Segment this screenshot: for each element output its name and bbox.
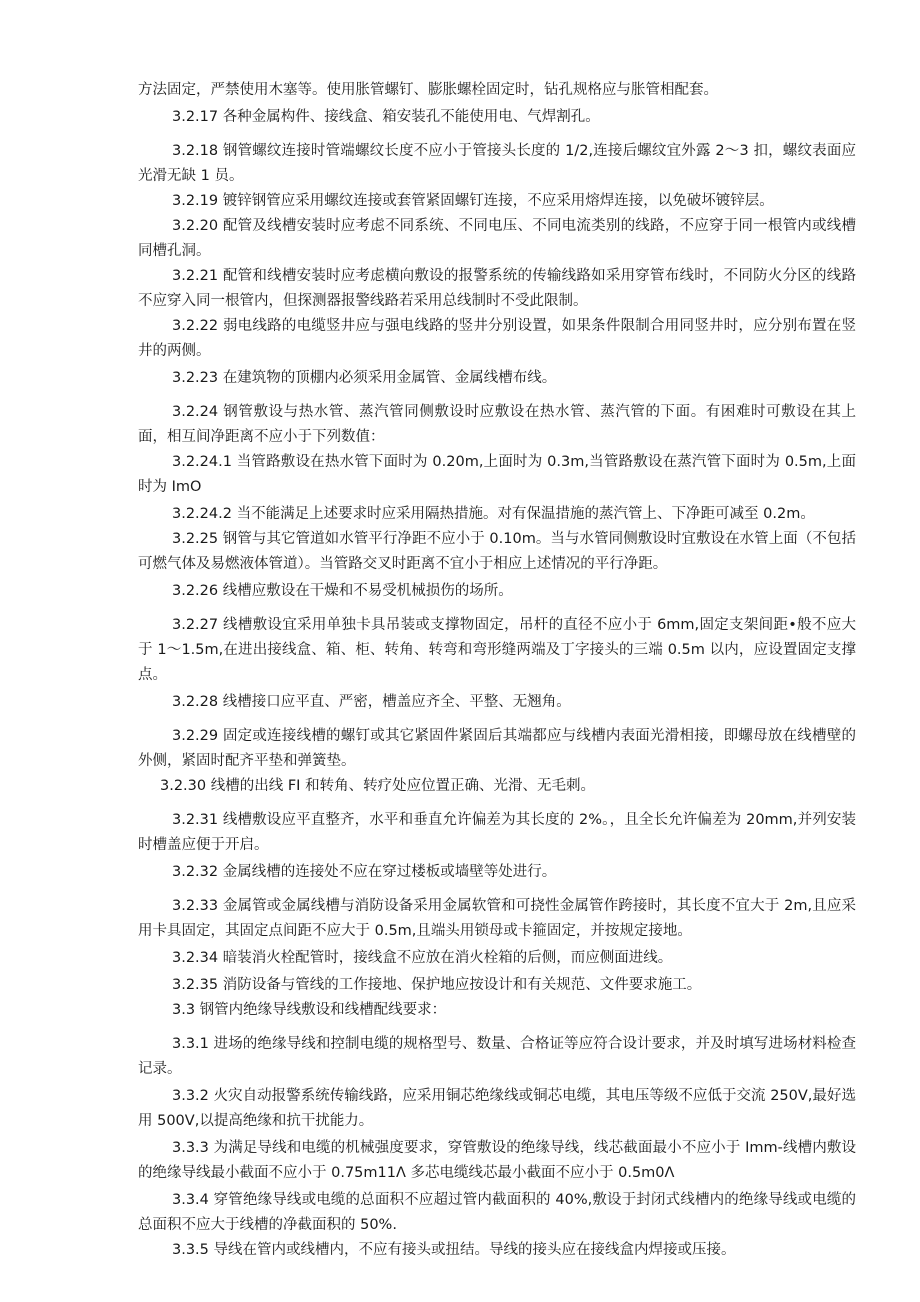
paragraph-3-2-21: 3.2.21 配管和线槽安装时应考虑横向敷设的报警系统的传输线路如采用穿管布线时，不同防火分区的线路不应穿入同一根管内，但探测器报警线路若采用总线制时不受此限制。 (138, 268, 856, 309)
document-page (138, 78, 856, 1263)
paragraph-3-2-24-1: 3.2.24.1 当管路敷设在热水管下面时为 0.20m,上面时为 0.3m,当管路敷设在蒸汽管下面时为 0.5m,上面时为 ImO (138, 454, 856, 495)
paragraph-3-2-27: 3.2.27 线槽敷设宜采用单独卡具吊装或支撑物固定，吊杆的直径不应小于 6mm,固定支架间距•般不应大于 1～1.5m,在进出接线盒、箱、柜、转角、转弯和弯形缝两端及丁字接头的三端 0.5m 以内，应设置固定支撑点。 (138, 617, 856, 683)
paragraph-3-2-18: 3.2.18 钢管螺纹连接时管端螺纹长度不应小于管接头长度的 1/2,连接后螺纹宜外露 2～3 扣，螺纹表面应光滑无缺 1 员。 (138, 143, 856, 184)
paragraph-3-2-19: 3.2.19 镀锌钢管应采用螺纹连接或套管紧固螺钉连接，不应采用熔焊连接，以免破坏镀锌层。 (172, 193, 774, 209)
paragraph-3-2-28: 3.2.28 线槽接口应平直、严密，槽盖应齐全、平整、无翘角。 (172, 694, 571, 710)
paragraph-3-2-32: 3.2.32 金属线槽的连接处不应在穿过楼板或墙壁等处进行。 (172, 864, 557, 880)
paragraph-3-2-25: 3.2.25 钢管与其它管道如水管平行净距不应小于 0.10m。当与水管同侧敷设时宜敷设在水管上面（不包括可燃气体及易燃液体管道）。当管路交叉时距离不宜小于相应上述情况的平行净距。 (138, 531, 856, 572)
paragraph-3-2-31: 3.2.31 线槽敷设应平直整齐，水平和垂直允许偏差为其长度的 2%。，且全长允许偏差为 20mm,并列安装时槽盖应便于开启。 (138, 812, 856, 853)
paragraph-3-2-34: 3.2.34 暗装消火栓配管时，接线盒不应放在消火栓箱的后侧，而应侧面进线。 (172, 950, 673, 966)
paragraph-3-2-17: 3.2.17 各种金属构件、接线盒、箱安装孔不能使用电、气焊割孔。 (172, 109, 600, 125)
paragraph-3-2-24: 3.2.24 钢管敷设与热水管、蒸汽管同侧敷设时应敷设在热水管、蒸汽管的下面。有困难时可敷设在其上面，相互间净距离不应小于下列数值： (138, 404, 856, 445)
paragraph-3-2-29: 3.2.29 固定或连接线槽的螺钉或其它紧固件紧固后其端都应与线槽内表面光滑相接，即螺母放在线槽壁的外侧，紧固时配齐平垫和弹簧垫。 (138, 728, 856, 769)
paragraph-3-2-35: 3.2.35 消防设备与管线的工作接地、保护地应按设计和有关规范、文件要求施工。 (172, 977, 702, 993)
paragraph-3-2-33: 3.2.33 金属管或金属线槽与消防设备采用金属软管和可挠性金属管作跨接时，其长度不宜大于 2m,且应采用卡具固定，其固定点间距不应大于 0.5m,且端头用锁母或卡箍固定，并按规定接地。 (138, 898, 856, 939)
paragraph-3-2-26: 3.2.26 线槽应敷设在干燥和不易受机械损伤的场所。 (172, 583, 513, 599)
paragraph-3-3-4: 3.3.4 穿管绝缘导线或电缆的总面积不应超过管内截面积的 40%,敷设于封闭式线槽内的绝缘导线或电缆的总面积不应大于线槽的净截面积的 50%. (138, 1192, 856, 1233)
paragraph-3-2-23: 3.2.23 在建筑物的顶棚内必须采用金属管、金属线槽布线。 (172, 370, 557, 386)
paragraph-continuation: 方法固定，严禁使用木塞等。使用胀管螺钉、膨胀螺栓固定时，钻孔规格应与胀管相配套。 (138, 82, 718, 98)
paragraph-3-2-22: 3.2.22 弱电线路的电缆竖井应与强电线路的竖井分别设置，如果条件限制合用同竖井时，应分别布置在竖井的两侧。 (138, 318, 856, 359)
paragraph-3-3-2: 3.3.2 火灾自动报警系统传输线路，应采用铜芯绝缘线或铜芯电缆，其电压等级不应低于交流 250V,最好选用 500V,以提高绝缘和抗干扰能力。 (138, 1088, 856, 1129)
paragraph-3-2-30: 3.2.30 线槽的出线 FI 和转角、转疗处应位置正确、光滑、无毛刺。 (160, 778, 596, 794)
paragraph-3-2-24-2: 3.2.24.2 当不能满足上述要求时应采用隔热措施。对有保温措施的蒸汽管上、下净距可减至 0.2m。 (172, 506, 815, 522)
paragraph-3-3-3: 3.3.3 为满足导线和电缆的机械强度要求，穿管敷设的绝缘导线，线芯截面最小不应小于 Imm-线槽内敷设的绝缘导线最小截面不应小于 0.75m11Λ 多芯电缆线芯最小截面不应小于 0.5m0Λ (138, 1140, 856, 1181)
section-3-3-heading: 3.3 钢管内绝缘导线敷设和线槽配线要求： (172, 1002, 447, 1018)
paragraph-3-3-1: 3.3.1 进场的绝缘导线和控制电缆的规格型号、数量、合格证等应符合设计要求，并及时填写进场材料检查记录。 (138, 1036, 856, 1077)
paragraph-3-3-5: 3.3.5 导线在管内或线槽内，不应有接头或扭结。导线的接头应在接线盒内焊接或压接。 (172, 1242, 736, 1258)
paragraph-3-2-20: 3.2.20 配管及线槽安装时应考虑不同系统、不同电压、不同电流类别的线路，不应穿于同一根管内或线槽同槽孔洞。 (138, 218, 856, 259)
